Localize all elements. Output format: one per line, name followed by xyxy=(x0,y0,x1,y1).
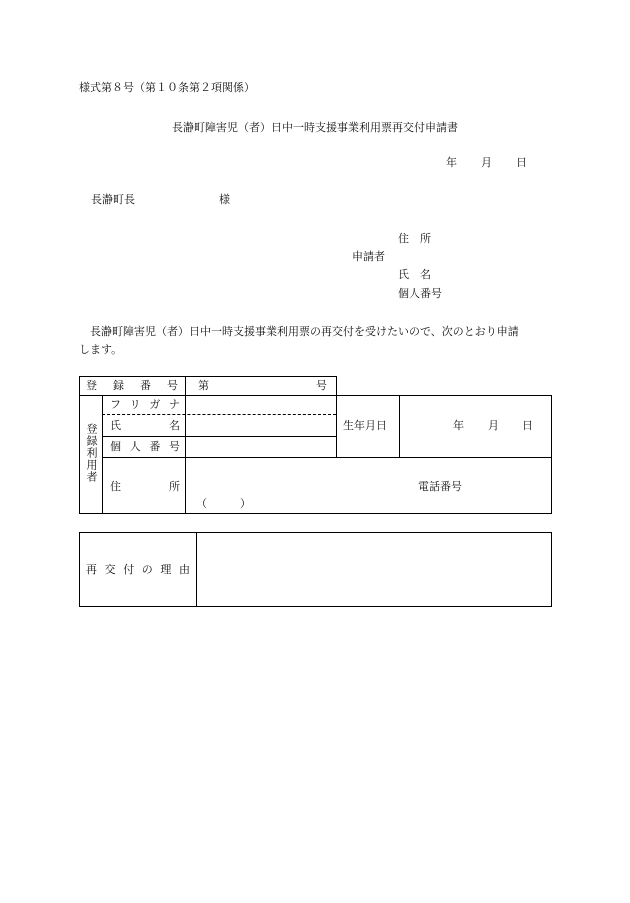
form-title: 長瀞町障害児（者）日中一時支援事業利用票再交付申請書 xyxy=(172,121,458,134)
furigana-label: フ リ ガ ナ xyxy=(110,398,180,411)
date-day: 日 xyxy=(516,156,527,169)
date-month: 月 xyxy=(481,156,492,169)
applicant-personal-number-label: 個人番号 xyxy=(398,287,442,300)
body-text-line1: 長瀞町障害児（者）日中一時支援事業利用票の再交付を受けたいので、次のとおり申請 xyxy=(90,325,519,338)
phone-area-code: （ ） xyxy=(196,497,251,510)
birth-day: 日 xyxy=(522,419,533,432)
body-text-line2: します。 xyxy=(79,343,123,356)
registered-user-side-label: 登録利用者 xyxy=(85,423,98,483)
name-label: 氏 名 xyxy=(110,419,180,432)
birth-date-label: 生年月日 xyxy=(343,419,387,432)
applicant-label: 申請者 xyxy=(352,250,385,263)
addressee: 長瀞町長 xyxy=(91,193,135,206)
registration-number-label: 登 録 番 号 xyxy=(86,379,178,392)
date-year: 年 xyxy=(446,156,457,169)
form-number: 様式第８号（第１０条第２項関係） xyxy=(79,81,255,94)
addressee-suffix: 様 xyxy=(219,193,230,206)
birth-month: 月 xyxy=(488,419,499,432)
registration-number-suffix: 号 xyxy=(316,379,327,392)
address-label: 住 所 xyxy=(110,480,180,493)
applicant-name-label: 氏 名 xyxy=(398,268,431,281)
phone-label: 電話番号 xyxy=(418,480,462,493)
registration-number-prefix: 第 xyxy=(198,379,209,392)
reason-label: 再 交 付 の 理 由 xyxy=(86,563,190,576)
applicant-address-label: 住 所 xyxy=(398,232,431,245)
birth-year: 年 xyxy=(453,419,464,432)
personal-number-label: 個 人 番 号 xyxy=(110,440,180,453)
